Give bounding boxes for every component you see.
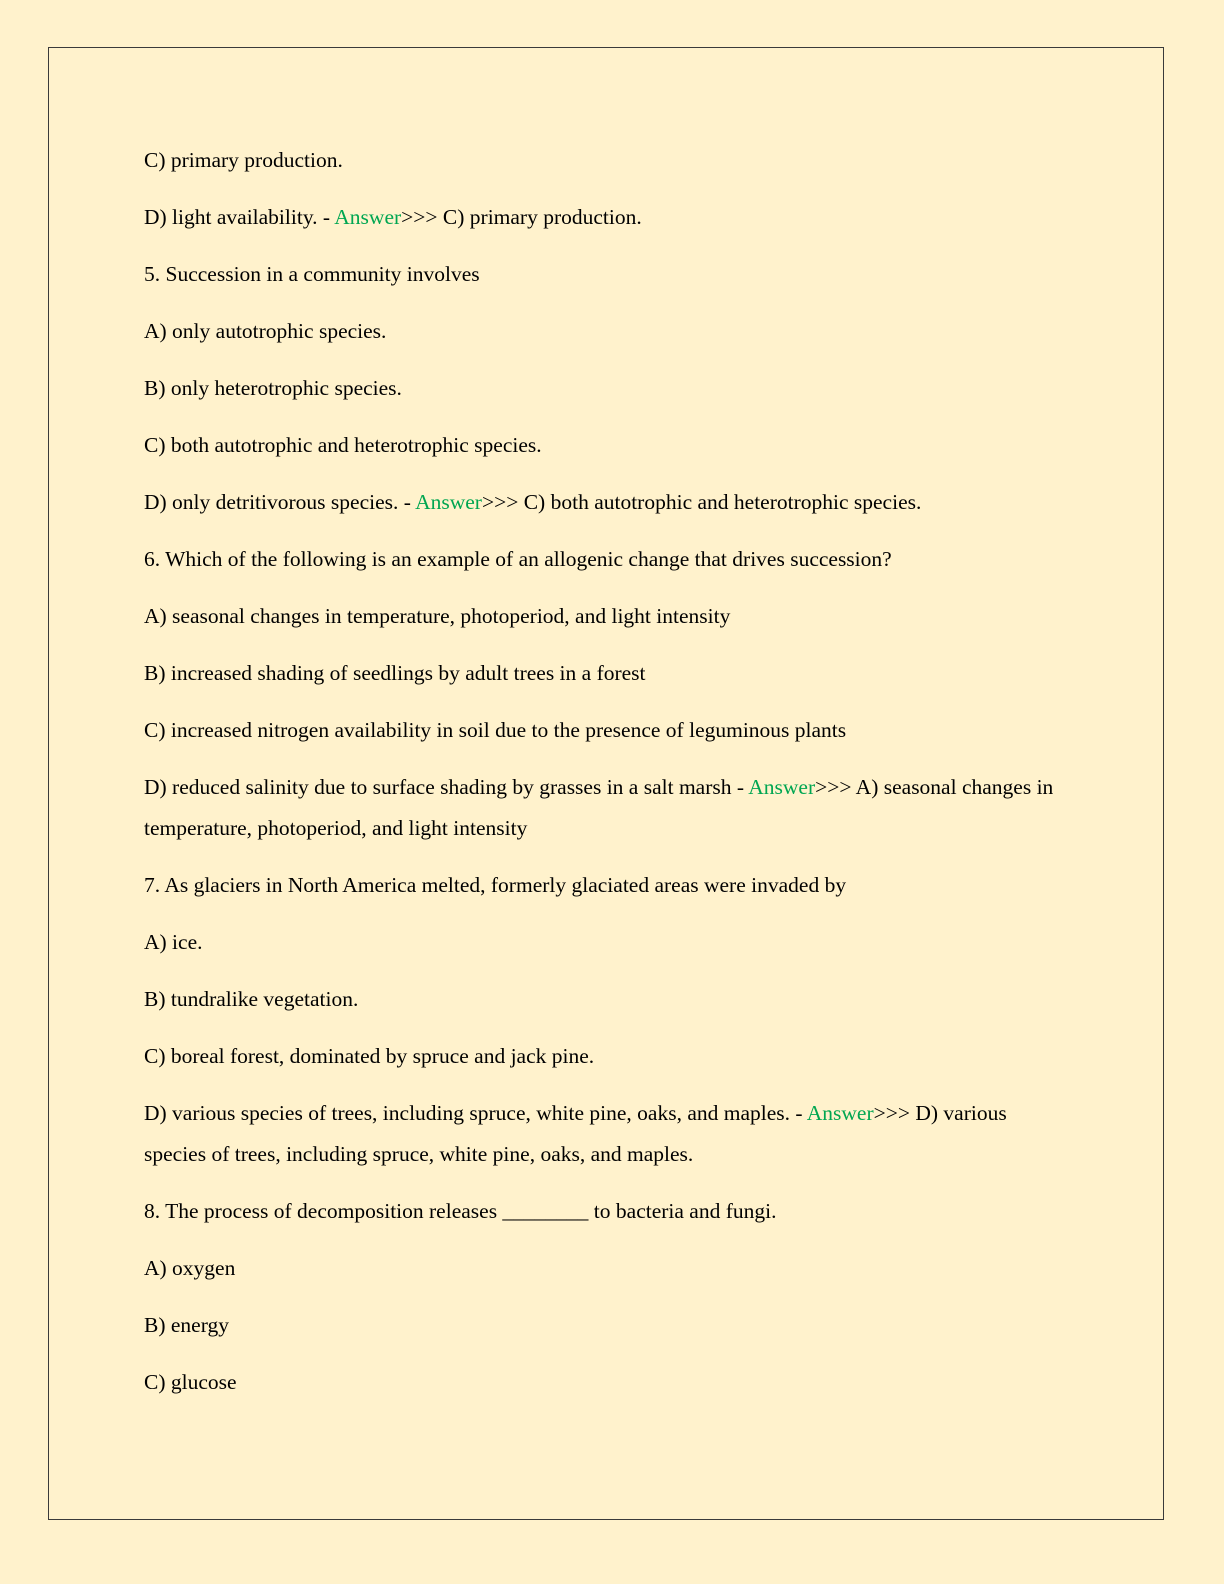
answer-text: >>> A) seasonal changes in temperature, photoperiod, and light intensity [144, 775, 1054, 840]
question-line: 8. The process of decomposition releases ________ to bacteria and fungi. [144, 1199, 777, 1223]
option-line: B) energy [144, 1313, 229, 1337]
answer-line [144, 767, 1064, 849]
option-text: D) only detritivorous species. - [144, 490, 416, 514]
option-line: C) both autotrophic and heterotrophic species. [144, 433, 542, 457]
option-text: D) light availability. - [144, 205, 335, 229]
answer-label: Answer [748, 775, 816, 799]
option-line: C) boreal forest, dominated by spruce and jack pine. [144, 1044, 595, 1068]
option-line: A) ice. [144, 930, 203, 954]
question-line: 7. As glaciers in North America melted, formerly glaciated areas were invaded by [144, 873, 847, 897]
question-line: 5. Succession in a community involves [144, 262, 480, 286]
option-line: B) tundralike vegetation. [144, 987, 359, 1011]
option-line: B) increased shading of seedlings by adult trees in a forest [144, 661, 646, 685]
question-line: 6. Which of the following is an example of an allogenic change that drives succession? [144, 547, 892, 571]
answer-text: >>> C) both autotrophic and heterotrophic species. [481, 490, 922, 514]
answer-label: Answer [415, 490, 482, 514]
answer-label: Answer [334, 205, 402, 229]
option-text: D) various species of trees, including spruce, white pine, oaks, and maples. - [144, 1101, 807, 1125]
option-line: A) seasonal changes in temperature, photoperiod, and light intensity [144, 604, 731, 628]
option-line: B) only heterotrophic species. [144, 376, 402, 400]
answer-text: >>> D) various species of trees, including spruce, white pine, oaks, and maples. [144, 1101, 1007, 1166]
answer-line [144, 482, 1064, 523]
document-body [144, 140, 1064, 1419]
option-text: D) reduced salinity due to surface shading by grasses in a salt marsh - [144, 775, 749, 799]
answer-line [144, 197, 1064, 238]
answer-label: Answer [806, 1101, 874, 1125]
option-line: C) increased nitrogen availability in soil due to the presence of leguminous plants [144, 718, 847, 742]
option-line: C) primary production. [144, 148, 343, 172]
option-line: C) glucose [144, 1370, 237, 1394]
option-line: A) only autotrophic species. [144, 319, 387, 343]
option-line: A) oxygen [144, 1256, 236, 1280]
answer-text: >>> C) primary production. [401, 205, 642, 229]
answer-line [144, 1093, 1064, 1175]
